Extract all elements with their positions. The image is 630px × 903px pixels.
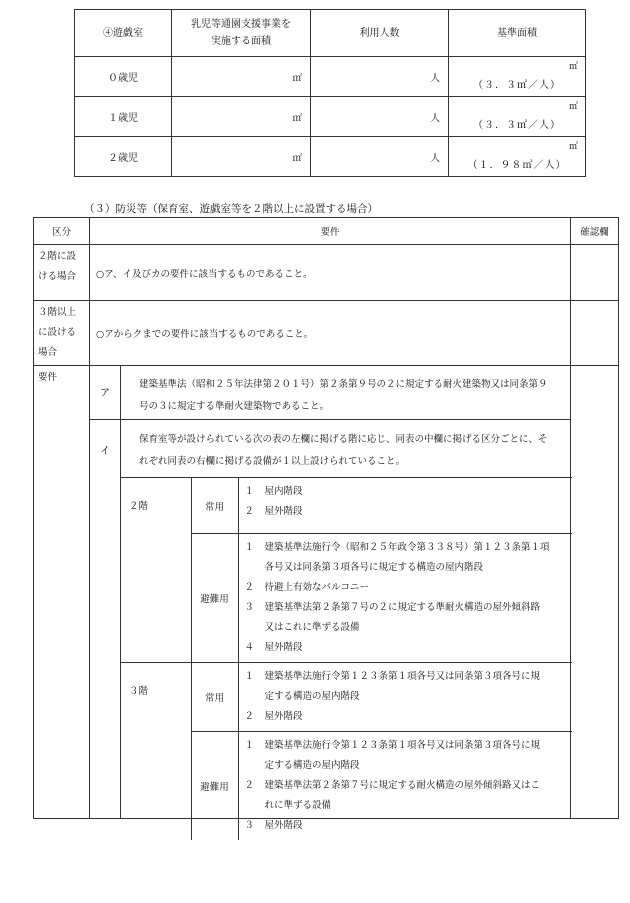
mark-i: イ — [100, 446, 110, 457]
table-row — [121, 478, 572, 534]
area-input[interactable]: ㎡ — [172, 137, 311, 177]
disaster-prevention-table — [33, 217, 619, 831]
requirement-3f: ○アからクまでの要件に該当するものであること。 — [90, 301, 571, 366]
check-cell[interactable] — [571, 301, 619, 366]
kind-normal: 常用 — [191, 663, 238, 732]
table-row — [121, 663, 572, 732]
users-input[interactable]: 人 — [311, 97, 449, 137]
check-cell[interactable] — [571, 366, 619, 819]
table-row — [34, 366, 619, 819]
table-row — [34, 245, 619, 301]
table-row — [75, 97, 586, 137]
requirements-detail — [90, 366, 571, 831]
category-3f: ３階以上 に設ける 場合 — [34, 301, 90, 366]
age-label: ０歳児 — [75, 57, 172, 97]
header-area: 乳児等通園支援事業を 実施する面積 — [172, 10, 311, 57]
floor-2: ２階 — [121, 478, 191, 663]
category-requirements: 要件 — [34, 366, 90, 819]
kind-evacuation: 避難用 — [191, 732, 238, 841]
table-row — [75, 57, 586, 97]
mark-a: ア — [100, 388, 110, 399]
header-play-room: ④遊戯室 — [75, 10, 172, 57]
floor-equipment-table — [121, 477, 572, 840]
floor-3: ３階 — [121, 663, 191, 841]
play-room-table — [74, 9, 586, 177]
header-category: 区分 — [34, 218, 90, 245]
table-row — [34, 301, 619, 366]
requirement-2f: ○ア、イ及びカの要件に該当するものであること。 — [90, 245, 571, 301]
equipment-list: １ 建築基準法施行令第１２３条第１項各号又は同条第３項各号に規 定する構造の屋内階段 ２ 建築基準法第２条第７号に規定する耐火構造の屋外傾斜路又はこ れに準ずる設備 ３ 屋外階段 — [238, 732, 572, 841]
equipment-list: １ 建築基準法施行令第１２３条第１項各号又は同条第３項各号に規 定する構造の屋内階段 ２ 屋外階段 — [238, 663, 572, 732]
kind-normal: 常用 — [191, 478, 238, 534]
users-input[interactable]: 人 — [311, 57, 449, 97]
table-row — [75, 137, 586, 177]
users-input[interactable]: 人 — [311, 137, 449, 177]
requirement-i: イ 保育室等が設けられている次の表の左欄に掲げる階に応じ、同表の中欄に掲げる区分ごとに、そ れぞれ同表の右欄に掲げる設備が１以上設けられていること。 ２階 常用 １ 屋内階段 ２ 屋外階段 避難用 １ 建築基準法施行令（昭和２５年政令第３３８号）第１２３条第１項 各号又は同条第３項各号に規定する構造の屋内階段 ２ 待避上有効なバルコニー ３ 建築基準法第２条第７号の２に規定する準耐火構造の屋外傾斜路 又はこれに準ずる設備 ４ 屋外階段 ３階 常用 １ 建築基準法施行令第１２３条第１項各号又は同条第３項各号に規 定する構造の屋内階段 ２ 屋外階段 避難用 １ 建築基準法施行令第１２３条第１項各号又は同条第３項各号に規 定する構造の屋内階段 ２ 建築基準法第２条第７号に規定する耐火構造の屋外傾斜路又はこ れに準ずる設備 ３ 屋外階段 — [90, 420, 570, 818]
area-input[interactable]: ㎡ — [172, 57, 311, 97]
header-standard-area: 基準面積 — [449, 10, 586, 57]
area-input[interactable]: ㎡ — [172, 97, 311, 137]
category-2f: ２階に設 ける場合 — [34, 245, 90, 301]
section-heading: （３）防災等（保育室、遊戯室等を２階以上に設置する場合） — [84, 203, 378, 215]
equipment-list: １ 屋内階段 ２ 屋外階段 — [238, 478, 572, 534]
requirement-a: ア 建築基準法（昭和２５年法律第２０１号）第２条第９号の２に規定する耐火建築物又は同条第９ 号の３に規定する準耐火建築物であること。 — [90, 366, 570, 420]
header-check: 確認欄 — [571, 218, 619, 245]
kind-evacuation: 避難用 — [191, 534, 238, 663]
equipment-list: １ 建築基準法施行令（昭和２５年政令第３３８号）第１２３条第１項 各号又は同条第３項各号に規定する構造の屋内階段 ２ 待避上有効なバルコニー ３ 建築基準法第２条第７号の２に規定する準耐火構造の屋外傾斜路 又はこれに準ずる設備 ４ 屋外階段 — [238, 534, 572, 663]
check-cell[interactable] — [571, 245, 619, 301]
age-label: １歳児 — [75, 97, 172, 137]
standard-area-cell: ㎡ （３．３㎡／人） — [449, 57, 586, 97]
standard-area-cell: ㎡ （１．９８㎡／人） — [449, 137, 586, 177]
standard-area-cell: ㎡ （３．３㎡／人） — [449, 97, 586, 137]
age-label: ２歳児 — [75, 137, 172, 177]
header-users: 利用人数 — [311, 10, 449, 57]
header-requirements: 要件 — [90, 218, 571, 245]
